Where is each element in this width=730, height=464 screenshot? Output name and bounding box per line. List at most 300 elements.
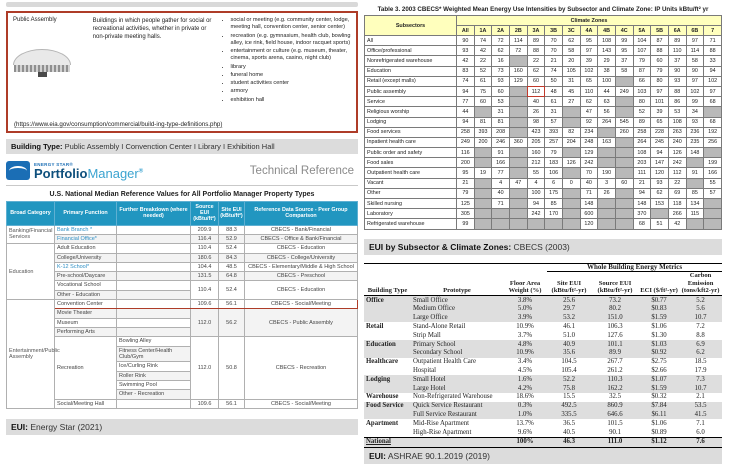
eui-value-cell: 103 xyxy=(633,86,651,96)
brand-block xyxy=(34,162,143,180)
eui-value-cell: 22 xyxy=(527,56,545,66)
subsector-name: Lodging xyxy=(365,117,457,127)
eui-value-cell: 88 xyxy=(651,46,669,56)
table-cell: 109.6 xyxy=(191,399,219,408)
eui-value-cell: 126 xyxy=(562,158,580,168)
table-cell: 112.0 xyxy=(191,337,219,399)
table-cell: Swimming Pool xyxy=(117,380,191,389)
eui-value-cell: 42 xyxy=(474,46,492,56)
eui-value-cell: 95 xyxy=(457,168,475,178)
metric-cell: $1.30 xyxy=(651,331,667,339)
eui-value-cell: 126 xyxy=(668,148,686,158)
eia-description: Buildings in which people gather for social or recreational activities, whether in private or non-private meeting halls. xyxy=(92,18,212,41)
metric-cell: 9.6% xyxy=(517,428,533,436)
metric-cell: $1.07 xyxy=(639,375,679,384)
top-divider xyxy=(6,2,358,7)
eia-bullet-item: • entertainment or culture (e.g. museum, theater, cinema, sports arena, casino, night club) xyxy=(231,48,351,63)
prototype-cell: High-Rise Apartment xyxy=(413,428,472,436)
eui-value-cell: 110 xyxy=(580,86,598,96)
energy-star-logo-icon xyxy=(6,161,30,180)
metric-cell: 25.6 xyxy=(547,296,591,305)
empty-cell xyxy=(562,168,580,178)
empty-cell xyxy=(615,76,633,86)
eui-value-cell: 22 xyxy=(668,178,686,188)
eui-value-cell: 40 xyxy=(580,178,598,188)
empty-cell xyxy=(509,117,527,127)
empty-cell xyxy=(562,188,580,198)
eui-value-cell: 51 xyxy=(651,219,669,229)
prototype-cell: Primary School xyxy=(411,340,503,349)
table-cell: Performing Arts xyxy=(55,328,117,337)
prototype-cell: Strip Mall xyxy=(413,331,441,339)
pm-table-header xyxy=(7,202,358,226)
zone-header: 3A xyxy=(527,26,545,36)
metric-cell: 10.7 xyxy=(679,314,722,323)
table-cell: Pre-school/Daycare xyxy=(55,272,117,281)
subsector-name: Vacant xyxy=(365,178,457,188)
table-cell: Roller Rink xyxy=(117,371,191,380)
table-cell: Bowling Alley xyxy=(117,337,191,346)
eui-value-cell: 22 xyxy=(474,56,492,66)
empty-cell xyxy=(509,86,527,96)
empty-cell xyxy=(509,199,527,209)
metric-cell: 7.6 xyxy=(679,437,722,447)
eui-value-cell: 148 xyxy=(686,148,704,158)
table-cell: Education xyxy=(7,244,55,300)
eui-value-cell: 266 xyxy=(668,209,686,219)
empty-cell xyxy=(615,148,633,158)
eui-value-cell: 134 xyxy=(686,199,704,209)
metric-cell: 3.4% xyxy=(517,358,533,366)
table-cell: CBECS - College/University xyxy=(245,253,358,262)
eui-value-cell: 50 xyxy=(545,76,563,86)
eui-value-cell: 93 xyxy=(457,46,475,56)
header-cell: Further Breakdown (where needed) xyxy=(117,202,191,226)
eui-value-cell: 55 xyxy=(527,168,545,178)
table-cell: 88.3 xyxy=(219,225,245,234)
metric-cell: 5.0% xyxy=(503,305,547,314)
metric-cell: 3.8% xyxy=(503,296,547,305)
eui-value-cell: 31 xyxy=(492,107,510,117)
column-header: Source EUI (kBtu/ft²-yr) xyxy=(591,272,639,296)
table-cell: Adult Education xyxy=(55,244,117,253)
eui-value-cell: 87 xyxy=(633,66,651,76)
eui-value-cell: 83 xyxy=(457,66,475,76)
metric-cell: 15.5 xyxy=(563,393,575,401)
eui-value-cell: 108 xyxy=(598,36,616,46)
header-cell: Primary Function xyxy=(55,202,117,226)
climate-zones-header: Climate Zones xyxy=(457,16,722,26)
metric-cell: 53.5 xyxy=(679,402,722,411)
zone-header: 3C xyxy=(562,26,580,36)
eui-value-cell: 93 xyxy=(686,117,704,127)
eui-value-cell: 263 xyxy=(668,127,686,137)
subsector-name: Public order and safety xyxy=(365,148,457,158)
eui-value-cell: 26 xyxy=(527,107,545,117)
metric-cell: $0.83 xyxy=(639,305,679,314)
subsector-name: Laboratory xyxy=(365,209,457,219)
eia-bullet-item: • library xyxy=(231,64,351,71)
header-cell: Reference Data Source - Peer Group Comparison xyxy=(245,202,358,226)
table-cell[interactable]: K-12 School* xyxy=(55,262,117,271)
metric-cell: 7.2 xyxy=(696,322,705,330)
empty-cell xyxy=(562,117,580,127)
eui-value-cell: 88 xyxy=(668,86,686,96)
table-cell: 84.3 xyxy=(219,253,245,262)
eui-value-cell: 29 xyxy=(598,56,616,66)
eui-value-cell: 264 xyxy=(633,137,651,147)
zone-header: 2A xyxy=(492,26,510,36)
metric-cell: $1.06 xyxy=(651,419,667,427)
eui-value-cell: 58 xyxy=(686,56,704,66)
empty-cell xyxy=(615,168,633,178)
eui-value-cell: 86 xyxy=(668,97,686,107)
eui-value-cell: 61 xyxy=(474,76,492,86)
eui-value-cell: 100 xyxy=(598,76,616,86)
eui-value-cell: 97 xyxy=(686,76,704,86)
eui-value-cell: 545 xyxy=(615,117,633,127)
metric-cell: $0.89 xyxy=(651,428,667,436)
metric-cell: 18.6% xyxy=(516,393,534,401)
metric-cell: $0.32 xyxy=(651,393,667,401)
portfolio-manager-wordmark xyxy=(34,167,143,180)
prototype-cell: Hospital xyxy=(413,366,437,374)
eui-value-cell: 129 xyxy=(580,148,598,158)
eui-value-cell: 97 xyxy=(580,46,598,56)
metric-cell: $1.59 xyxy=(639,314,679,323)
eui-value-cell: 37 xyxy=(615,56,633,66)
table-cell: Museum xyxy=(55,318,117,327)
metric-cell: 40.9 xyxy=(547,340,591,349)
eui-value-cell: 393 xyxy=(545,127,563,137)
table-cell: 64.8 xyxy=(219,272,245,281)
table-cell xyxy=(117,262,191,271)
eui-value-cell: 89 xyxy=(668,36,686,46)
table-cell: Other - Education xyxy=(55,290,117,299)
metric-cell: 10.9% xyxy=(516,322,534,330)
empty-cell xyxy=(474,188,492,198)
metric-cell: 75.8 xyxy=(547,384,591,393)
column-header: Carbon Emission (tons/kft2-yr) xyxy=(679,272,722,296)
metric-cell: $2.66 xyxy=(651,366,667,374)
table-cell: 56.1 xyxy=(219,399,245,408)
eui-value-cell: 208 xyxy=(492,127,510,137)
prototype-cell: Full Service Restaurant xyxy=(411,410,503,419)
empty-cell xyxy=(615,209,633,219)
eui-value-cell: 39 xyxy=(580,56,598,66)
eui-value-cell: 249 xyxy=(457,137,475,147)
eui-value-cell: 79 xyxy=(651,66,669,76)
table-cell xyxy=(117,290,191,299)
zone-header: 2B xyxy=(509,26,527,36)
eui-value-cell: 27 xyxy=(562,97,580,107)
eui-value-cell: 85 xyxy=(686,188,704,198)
prototype-cell: Outpatient Health Care xyxy=(413,358,477,366)
table-cell: CBECS - Education xyxy=(245,281,358,300)
eui-value-cell: 52 xyxy=(633,107,651,117)
eui-value-cell: 235 xyxy=(686,137,704,147)
table-cell[interactable]: Bank Branch * xyxy=(55,225,117,234)
eui-value-cell: 116 xyxy=(457,148,475,158)
metric-cell: 261.2 xyxy=(607,366,623,374)
column-header: ECI ($/ft²-yr) xyxy=(639,272,679,296)
eui-value-cell: 200 xyxy=(457,158,475,168)
metric-cell: 1.6% xyxy=(503,375,547,384)
table-cell: Entertainment/Public Assembly xyxy=(7,300,55,409)
empty-cell xyxy=(615,188,633,198)
metric-cell: 46.1 xyxy=(563,322,575,330)
metric-cell: 4.8% xyxy=(503,340,547,349)
eui-value-cell: 20 xyxy=(562,56,580,66)
eui-value-cell: 108 xyxy=(633,148,651,158)
table-cell: 112.0 xyxy=(191,309,219,337)
eui-value-cell: 80 xyxy=(651,76,669,86)
spacer-header xyxy=(364,263,547,272)
subsector-name: Other xyxy=(365,188,457,198)
eui-value-cell: 60 xyxy=(651,56,669,66)
table-cell: Social/Meeting Hall xyxy=(55,399,117,408)
empty-cell xyxy=(598,158,616,168)
empty-cell xyxy=(492,209,510,219)
table-cell: Banking/Financial Services xyxy=(7,225,55,244)
prototype-cell: Quick Service Restaurant xyxy=(411,402,503,411)
metric-cell: 7.1 xyxy=(696,419,705,427)
eui-value-cell: 68 xyxy=(704,117,722,127)
eui-value-cell: 143 xyxy=(598,46,616,56)
metric-cell: 101.1 xyxy=(591,340,639,349)
eui-value-cell: 94 xyxy=(457,86,475,96)
subsector-name: Nonrefrigerated warehouse xyxy=(365,56,457,66)
eui-value-cell: 129 xyxy=(509,76,527,86)
eui-value-cell: 60 xyxy=(492,86,510,96)
metric-cell: $1.03 xyxy=(639,340,679,349)
eia-definition-box xyxy=(6,11,358,133)
left-column xyxy=(6,0,358,437)
eui-value-cell: 3 xyxy=(598,178,616,188)
empty-cell xyxy=(562,199,580,209)
column-header: Site EUI (kBtu/ft²-yr) xyxy=(547,272,591,296)
empty-cell xyxy=(562,148,580,158)
eui-value-cell: 4 xyxy=(527,178,545,188)
eui-value-cell: 100 xyxy=(527,188,545,198)
eui-value-cell: 110 xyxy=(668,46,686,56)
empty-cell xyxy=(474,148,492,158)
empty-cell xyxy=(474,199,492,209)
table-cell: 56.1 xyxy=(219,300,245,309)
prototype-cell: Mid-Rise Apartment xyxy=(413,419,470,427)
empty-cell xyxy=(651,209,669,219)
metric-cell: 90.1 xyxy=(609,428,621,436)
table-cell: CBECS - Public Assembly xyxy=(245,309,358,337)
pm-table-body xyxy=(7,225,358,408)
eui-value-cell: 360 xyxy=(509,137,527,147)
eui-value-cell: 60 xyxy=(527,76,545,86)
dome-door xyxy=(38,72,47,77)
eui-value-cell: 257 xyxy=(545,137,563,147)
eui-value-cell: 19 xyxy=(474,168,492,178)
eui-value-cell: 73 xyxy=(492,66,510,76)
eui-right-value: ASHRAE 90.1.2019 (2019) xyxy=(386,450,490,461)
brand-portfolio: Portfolio xyxy=(34,165,88,181)
eui-value-cell: 600 xyxy=(580,209,598,219)
metric-cell: $6.11 xyxy=(639,410,679,419)
metric-cell: 6.9 xyxy=(679,340,722,349)
metric-cell: 106.3 xyxy=(607,322,623,330)
empty-cell xyxy=(545,219,563,229)
prototype-cell: Secondary School xyxy=(411,349,503,358)
empty-cell xyxy=(509,168,527,178)
table-cell xyxy=(117,318,191,327)
eui-value-cell: 53 xyxy=(668,107,686,117)
eui-value-cell: 71 xyxy=(492,199,510,209)
empty-cell xyxy=(704,107,722,117)
metric-cell: 492.5 xyxy=(547,402,591,411)
eia-bullet-item: • recreation (e.g. gymnasium, health club, bowling alley, ice rink, field house, indoor racquet sports) xyxy=(231,33,351,48)
empty-cell xyxy=(615,137,633,147)
metric-cell: 0.3% xyxy=(503,402,547,411)
eui-source-bar-ashrae xyxy=(364,448,722,464)
zone-header: All xyxy=(457,26,475,36)
eui-value-cell: 108 xyxy=(668,117,686,127)
zone-header: 4C xyxy=(615,26,633,36)
eui-value-cell: 114 xyxy=(509,36,527,46)
eui-value-cell: 53 xyxy=(492,97,510,107)
eui-value-cell: 163 xyxy=(598,137,616,147)
header-cell: Broad Category xyxy=(7,202,55,226)
eui-value-cell: 97 xyxy=(704,86,722,96)
empty-cell xyxy=(474,107,492,117)
building-type-prefix: Building Type: xyxy=(11,142,63,151)
empty-cell xyxy=(474,158,492,168)
eui-value-cell: 200 xyxy=(474,137,492,147)
building-type-cell: Food Service xyxy=(364,402,411,420)
eui-value-cell: 72 xyxy=(509,46,527,56)
eui-value-cell: 31 xyxy=(562,76,580,86)
eui-value-cell: 93 xyxy=(668,76,686,86)
subsector-name: Inpatient health care xyxy=(365,137,457,147)
metric-cell: 41.5 xyxy=(679,410,722,419)
zone-header: 5B xyxy=(651,26,669,36)
table-cell: 209.9 xyxy=(191,225,219,234)
eui-value-cell: 58 xyxy=(562,46,580,56)
prototype-cell: Large Office xyxy=(411,314,503,323)
eui-value-cell: 88 xyxy=(527,46,545,56)
eui-value-cell: 160 xyxy=(509,66,527,76)
building-type-cell: Office xyxy=(364,296,411,323)
zone-header: 4A xyxy=(580,26,598,36)
eui-value-cell: 212 xyxy=(527,158,545,168)
table-cell xyxy=(117,300,191,309)
eui-value-cell: 94 xyxy=(704,66,722,76)
metric-cell: 35.6 xyxy=(547,349,591,358)
eui-prefix: EUI: xyxy=(11,422,28,432)
eui-mid-prefix: EUI by Subsector & Climate Zones: xyxy=(369,241,512,252)
eui-value-cell: 60 xyxy=(615,178,633,188)
eui-value-cell: 47 xyxy=(509,178,527,188)
zone-header: 1A xyxy=(474,26,492,36)
eui-value-cell: 87 xyxy=(651,36,669,46)
metric-cell: 13.7% xyxy=(516,419,534,427)
eui-value-cell: 21 xyxy=(457,178,475,188)
eui-value-cell: 88 xyxy=(704,46,722,56)
right-column xyxy=(364,0,722,461)
brand-registered-mark: ® xyxy=(138,168,144,175)
eui-value-cell: 63 xyxy=(598,97,616,107)
eui-value-cell: 31 xyxy=(545,107,563,117)
eui-value-cell: 258 xyxy=(633,127,651,137)
eui-value-cell: 246 xyxy=(492,137,510,147)
eui-value-cell: 16 xyxy=(492,56,510,66)
zone-header: 3B xyxy=(545,26,563,36)
subsector-name: Outpatient health care xyxy=(365,168,457,178)
eui-value-cell: 423 xyxy=(527,127,545,137)
metric-cell: $0.92 xyxy=(639,349,679,358)
eui-value-cell: 70 xyxy=(580,168,598,178)
eui-value-cell: 112 xyxy=(527,86,545,96)
eui-value-cell: 120 xyxy=(580,219,598,229)
eui-value-cell: 192 xyxy=(704,127,722,137)
subsector-name: Public assembly xyxy=(365,86,457,96)
empty-cell xyxy=(509,127,527,137)
metric-cell: 127.6 xyxy=(607,331,623,339)
empty-cell xyxy=(686,158,704,168)
eui-value-cell: 305 xyxy=(457,209,475,219)
eui-value-cell: 61 xyxy=(545,97,563,107)
eui-value-cell: 70 xyxy=(545,36,563,46)
subsector-name: Office/professional xyxy=(365,46,457,56)
table-cell: 110.4 xyxy=(191,281,219,300)
empty-cell xyxy=(509,219,527,229)
table-cell[interactable]: Financial Office* xyxy=(55,234,117,243)
table-cell xyxy=(117,399,191,408)
eui-value-cell: 248 xyxy=(580,137,598,147)
metric-cell: 151.0 xyxy=(591,314,639,323)
eui-value-cell: 77 xyxy=(492,168,510,178)
eia-source-url[interactable]: (https://www.eia.gov/consumption/commercial/build-ing-type-definitions.php) xyxy=(14,121,223,129)
building-type-cell: Lodging xyxy=(364,375,411,393)
eui-right-prefix: EUI: xyxy=(369,450,386,461)
table-cell: 131.5 xyxy=(191,272,219,281)
metric-cell: 17.9 xyxy=(694,366,707,374)
column-header: Building Type xyxy=(364,272,411,296)
building-type-label: Public Assembly xyxy=(13,17,57,23)
header-cell: Site EUI (kBtu/ft²) xyxy=(219,202,245,226)
prototype-cell: Large Hotel xyxy=(411,384,503,393)
eui-value-cell: 79 xyxy=(545,148,563,158)
eui-value-cell: 102 xyxy=(686,86,704,96)
subsector-name: All xyxy=(365,36,457,46)
metric-cell: $0.77 xyxy=(639,296,679,305)
empty-cell xyxy=(598,209,616,219)
eui-value-cell: 39 xyxy=(651,107,669,117)
metric-cell: 335.5 xyxy=(547,410,591,419)
table-cell xyxy=(117,272,191,281)
metric-cell: $2.75 xyxy=(651,358,667,366)
table-cell: 52.9 xyxy=(219,234,245,243)
table-cell: CBECS - Bank/Financial xyxy=(245,225,358,234)
eui-value-cell: 68 xyxy=(704,97,722,107)
eui-value-cell: 21 xyxy=(633,178,651,188)
technical-reference-heading: Technical Reference xyxy=(249,164,354,177)
metric-cell: 3.7% xyxy=(517,331,533,339)
empty-cell xyxy=(598,127,616,137)
metric-cell: 105.4 xyxy=(561,366,577,374)
cbecs-table-header xyxy=(365,16,722,36)
eui-value-cell: 204 xyxy=(562,137,580,147)
eui-value-cell: 89 xyxy=(527,36,545,46)
metric-cell: 18.5 xyxy=(694,358,707,366)
eui-value-cell: 66 xyxy=(633,76,651,86)
